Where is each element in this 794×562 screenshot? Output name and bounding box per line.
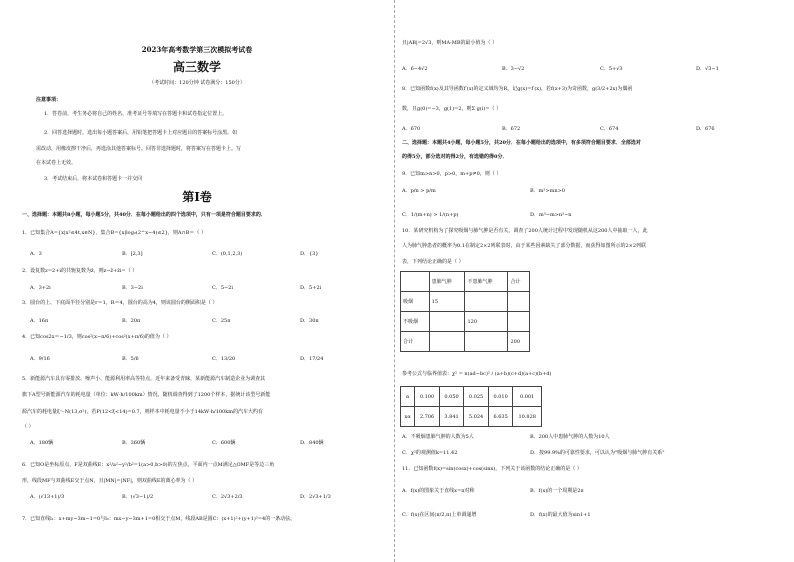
q10-option-d: D．按99.9%的可靠性要求，可以认为"吸烟与肺气肿有关系" [530,450,665,456]
table-cell: 合计 [508,272,530,292]
table-cell: 不患肺气肿 [465,272,508,292]
question-8-line-2: 数，且g(0)=−3，g(1)=2，则Σ g(i)=（ ） [402,106,502,112]
question-6-line-1: 6．已知O是坐标原点，F是双曲线E：x²/a²−y²/b²=1(a>0,b>0)的左焦点，平面内一点M满足△OMF是等边三角 [22,462,275,468]
q4-option-a: A．9/16 [30,356,50,362]
table-cell: 120 [465,312,508,332]
question-2: 2．设复数z=2+i的共轭复数为z̄，则z−z̄+z̄i=（ ） [22,268,138,274]
table-cell [508,292,530,312]
right-column [400,0,794,562]
q9-option-c: C．1/(m+n) > 1/(n+p) [402,212,459,218]
note-3: 3．考试结束后，将本试卷和答题卡一并交回 [44,176,143,182]
q2-option-a: A．3+2i [30,285,51,291]
section2-heading-1: 二、选择题：本题共4小题，每小题5分，共20分．在每小题给出的选项中，有多项符合题目要求．全部选对 [402,140,641,146]
table-cell: 0.025 [464,387,489,407]
table-cell: 患肺气肿 [429,272,465,292]
q11-option-d: D．f(x)的最大值为sin1+1 [530,512,591,518]
q2-option-d: D．5+2i [300,285,322,291]
q1-option-d: D．{3} [300,251,319,257]
table-cell: α [401,387,415,407]
q2-option-c: C．5−2i [212,285,233,291]
q8-option-d: D．676 [696,126,715,132]
note-2: 2．回答选择题时，选出每小题答案后，用铅笔把答题卡上对应题目的答案标号涂黑。如 [44,130,238,136]
question-4: 4．已知cos2x＝−1/3，则cos²(x−π/6)+cos²(x+π/6)的值为（ ） [22,334,172,340]
q10-option-c: C．χ²的观测值k=11.42 [402,450,458,456]
table-cell: 10.828 [513,407,542,427]
q6-option-d: D．2√3+1/3 [300,494,331,500]
table-cell: 5.024 [464,407,489,427]
left-column [0,0,394,562]
question-5-line-3: 源汽车的耗电量ξ～N(13,σ²)，若P(12<ξ<14)=0.7，则样本中耗电量不小于14kW·h/100km的汽车大约有 [22,409,264,415]
table-cell: 不吸烟 [401,312,430,332]
question-9: 9．已知m>n>0，p>0，m+p≠0，则（ ） [402,171,502,177]
table-cell [465,292,508,312]
table-cell: 合计 [401,332,430,352]
q2-option-b: B．3−2i [122,285,143,291]
question-10-line-1: 10．某研究机构为了探究吸烟与肺气肿是否有关，调查了200人统计过程中发现随机从这200人中抽取一人，此 [402,228,648,234]
q10-option-a: A．不吸烟患肺气肿的人数为5人 [402,434,474,440]
question-8-line-1: 8．已知函数f(x)及其导函数f′(x)的定义域均为R，记g(x)=f′(x)，若f(x+3)为奇函数，g(3/2+2x)为偶函 [402,86,633,92]
q5-option-b: B．360辆 [122,440,146,446]
formula-label: 参考公式与临界值表：χ² = n(ad−bc)² / (a+b)(c+d)(a+c)(b+d) [402,371,552,377]
q1-option-a: A．3 [30,251,42,257]
q8-option-c: C．674 [600,126,619,132]
question-10-line-3: 表，下列结论正确的是（ ） [402,259,464,265]
question-5-line-4: （ ） [22,424,34,430]
question-10-line-2: 人为肺气肿患者的概率为0.1在制定2×2列联表时，由于某些因素缺失了部分数据，而获得如图所示的2×2列联 [402,243,647,249]
q6-option-a: A．(√13+1)/3 [30,494,65,500]
q1-option-c: C．(0,1,2,3) [212,251,243,257]
question-5-line-1: 5．新能源汽车具有零排放、噪声小、能源利用率高等特点，近年来备受青睐，某新能源汽车制造企业为调查其 [22,376,266,382]
table-cell [465,332,508,352]
q6-option-b: B．(√3−1)/2 [122,494,154,500]
q9-option-b: B．m²>mn>0 [530,188,565,194]
q3-option-a: A．16π [30,318,49,324]
exam-info: （考试时间：120分钟 试卷满分：150分） [149,80,245,86]
q8-option-b: B．672 [502,126,521,132]
volume-title: 第Ⅰ卷 [182,190,212,204]
table-header-row [401,272,530,292]
q6-option-c: C．2√3+2/3 [212,494,243,500]
q9-option-a: A．p/n > p/m [402,188,436,194]
table-cell: xα [401,407,415,427]
contingency-table [400,271,530,352]
q9-option-d: D．m³−m>n³−n [530,212,572,218]
q4-option-c: C．13/20 [212,356,236,362]
question-3: 3．圆台的上、下底面半径分别是r＝1，R＝4，圆台的高为4，则该圆台的侧面积是（ ） [22,300,218,306]
table-row [401,312,530,332]
table-cell: 0.010 [488,387,513,407]
critical-value-table [400,386,542,427]
q11-option-b: B．f(x)的一个周期是2π [530,488,584,494]
q5-option-a: A．180辆 [30,440,54,446]
table-cell: 200 [508,332,530,352]
q4-option-d: D．17/24 [300,356,324,362]
section2-heading-2: 的得5分，部分选对的得2分，有选错的得0分． [402,154,508,160]
question-7: 7．已知直线l₁：x+my−3m−1=0与l₂：mx−y−3m+1=0相交于点M，线段AB是圆C：(x+1)²+(y+1)²=4的一条动弦， [22,516,296,522]
section1-heading: 一、选择题：本题共8小题，每小题5分，共40分．在每小题给出的四个选项中，只有一项是符合题目要求的． [22,212,266,218]
q3-option-d: D．30π [300,318,319,324]
notes-title: 注意事项： [36,97,62,103]
q5-option-c: C．600辆 [212,440,236,446]
table-cell: 3.841 [439,407,464,427]
q8-option-a: A．670 [402,126,421,132]
q3-option-b: B．20π [122,318,141,324]
q7-option-c: C．5+√3 [600,66,623,72]
table-cell: 6.635 [488,407,513,427]
question-1: 1．已知集合A={x|x²≤4t,x∈N}，集合B={x|log₂(2^x−4)≤2}，则A∩B＝（ ） [22,230,206,236]
q11-option-c: C．f(x)在区间(π/2,π)上单调递增 [402,512,477,518]
table-row [401,407,542,427]
table-cell: 2.706 [415,407,440,427]
exam-title: 2023年高考数学第三次模拟考试卷 [141,45,253,54]
note-2-cont: 需改动，用橡皮擦干净后，再选涂其他答案标号。回答非选择题时，将答案写在答题卡上。写 [36,146,242,152]
table-cell: 15 [429,292,465,312]
table-cell: 吸烟 [401,292,430,312]
question-11: 11．已知函数f(x)=sin(cosx)+cos(sinx)，下列关于该函数的结论正确的是（ ） [402,466,582,472]
q7-option-b: B．3−√2 [502,66,525,72]
note-2-end: 在本试卷上无效。 [36,160,77,166]
q11-option-a: A．f(x)的图象关于直线x=π对称 [402,488,475,494]
table-cell: 0.001 [513,387,542,407]
q5-option-d: D．840辆 [300,440,324,446]
subject-title: 高三数学 [172,60,221,74]
table-row [401,332,530,352]
table-cell [429,332,465,352]
table-cell: 0.100 [415,387,440,407]
table-cell [429,312,465,332]
q7-option-a: A．6−4√2 [402,66,428,72]
q3-option-c: C．25π [212,318,231,324]
question-7-cont: 且|AB|=2√3，则MA·MB的最小值为（ ） [402,40,498,46]
q4-option-b: B．5/6 [122,356,139,362]
table-row [401,292,530,312]
question-5-line-2: 旗下A型号新能源汽车的耗电量（单位：kW·h/100km）情况，随机调查得到了1200个样本，据统计该型号新能 [22,392,271,398]
q7-option-d: D．√3−1 [696,66,719,72]
table-cell: 0.050 [439,387,464,407]
table-row [401,387,542,407]
q10-option-b: B．200人中患肺气肿的人数为10人 [530,434,610,440]
table-cell [401,272,430,292]
note-1: 1．答卷前，考生务必将自己的姓名、准考证号等填写在答题卡和试卷指定位置上。 [44,111,228,117]
table-cell [508,312,530,332]
question-6-line-2: 形，线段MF与双曲线E交于点N，且|MN|=|NF|，则双曲线E的离心率为（ ） [22,478,198,484]
q1-option-b: B．[2,3] [122,251,143,257]
